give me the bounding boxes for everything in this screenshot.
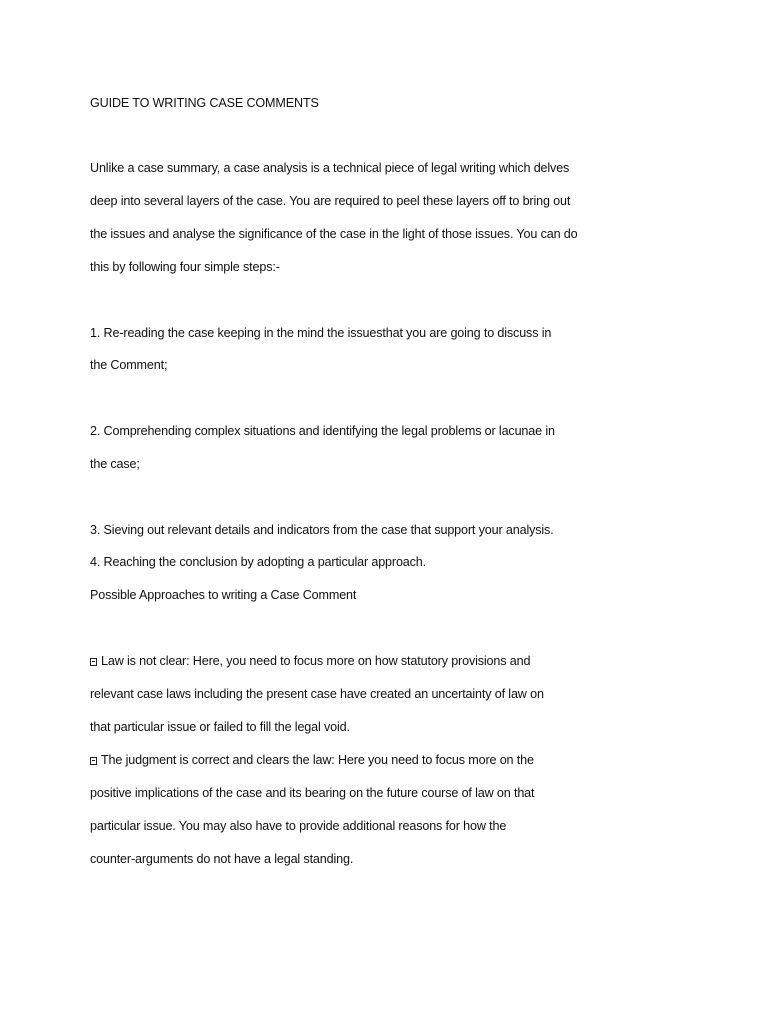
approach-1-line-2: relevant case laws including the present case have created an uncertainty of law on — [90, 687, 544, 701]
approach-2-line-4: counter-arguments do not have a legal standing. — [90, 852, 354, 866]
intro-line-1: Unlike a case summary, a case analysis is a technical piece of legal writing which delves — [90, 161, 570, 175]
approach-2-line-1 — [90, 752, 534, 768]
approach-1-text-1: Law is not clear: Here, you need to focus more on how statutory provisions and — [101, 654, 531, 668]
step-4: 4. Reaching the conclusion by adopting a particular approach. — [90, 555, 427, 569]
approach-2-line-2: positive implications of the case and its bearing on the future course of law on that — [90, 786, 535, 800]
intro-line-3: the issues and analyse the significance of the case in the light of those issues. You can do — [90, 227, 578, 241]
step-2-line-2: the case; — [90, 457, 140, 471]
intro-line-2: deep into several layers of the case. You are required to peel these layers off to bring out — [90, 194, 571, 208]
step-1-line-2: the Comment; — [90, 358, 168, 372]
bullet-glyph-icon — [90, 658, 97, 666]
intro-line-4: this by following four simple steps:- — [90, 260, 280, 274]
approach-1-line-1 — [90, 653, 530, 669]
document-title: GUIDE TO WRITING CASE COMMENTS — [90, 96, 319, 110]
bullet-glyph-icon — [90, 757, 97, 765]
approaches-heading: Possible Approaches to writing a Case Comment — [90, 588, 357, 602]
approach-2-line-3: particular issue. You may also have to provide additional reasons for how the — [90, 819, 507, 833]
approach-2-text-1: The judgment is correct and clears the law: Here you need to focus more on the — [101, 753, 534, 767]
step-3: 3. Sieving out relevant details and indicators from the case that support your analysis. — [90, 523, 554, 537]
step-1-line-1: 1. Re-reading the case keeping in the mind the issuesthat you are going to discuss in — [90, 326, 552, 340]
step-2-line-1: 2. Comprehending complex situations and identifying the legal problems or lacunae in — [90, 424, 555, 438]
approach-1-line-3: that particular issue or failed to fill the legal void. — [90, 720, 350, 734]
